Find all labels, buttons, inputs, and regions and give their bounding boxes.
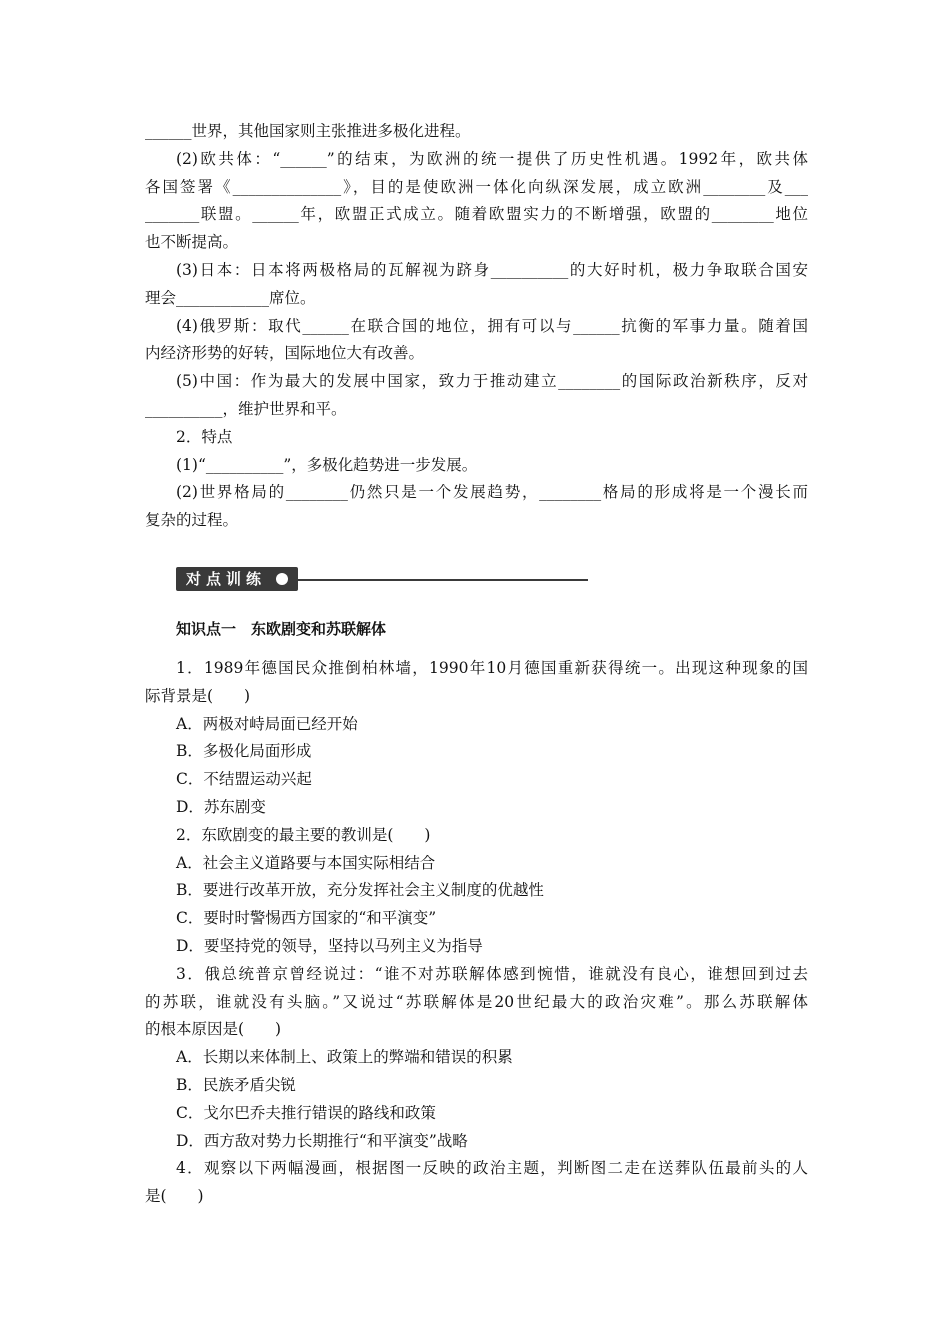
text-line: 2．特点 bbox=[176, 427, 233, 446]
text-line: 理会____________席位。 bbox=[145, 288, 316, 307]
text-line: (4)俄罗斯：取代______在联合国的地位，拥有可以与______抗衡的军事力量。随着国 bbox=[176, 316, 808, 335]
option-d: D．西方敌对势力长期推行“和平演变”战略 bbox=[176, 1131, 468, 1150]
option-a: A．两极对峙局面已经开始 bbox=[176, 714, 358, 733]
text-line: (1)“__________”，多极化趋势进一步发展。 bbox=[176, 455, 478, 474]
question-stem: 1．1989年德国民众推倒柏林墙，1990年10月德国重新获得统一。出现这种现象的国 bbox=[176, 658, 808, 677]
question-4 bbox=[145, 1155, 808, 1211]
question-stem: 的苏联，谁就没有头脑。”又说过“苏联解体是20世纪最大的政治灾难”。那么苏联解体 bbox=[145, 992, 808, 1011]
document-page bbox=[145, 118, 808, 1211]
header-divider bbox=[298, 579, 588, 581]
text-line: _______联盟。______年，欧盟正式成立。随着欧盟实力的不断增强，欧盟的________地位 bbox=[145, 205, 808, 224]
option-b: B．多极化局面形成 bbox=[176, 742, 312, 761]
text-line: 各国签署《______________》，目的是使欧洲一体化向纵深发展，成立欧洲________及___ bbox=[145, 177, 808, 196]
option-d: D．要坚持党的领导，坚持以马列主义为指导 bbox=[176, 936, 483, 955]
option-b: B．民族矛盾尖锐 bbox=[176, 1075, 296, 1094]
question-stem: 4．观察以下两幅漫画，根据图一反映的政治主题，判断图二走在送葬队伍最前头的人 bbox=[176, 1159, 808, 1178]
text-line: 也不断提高。 bbox=[145, 233, 239, 252]
question-2 bbox=[145, 822, 808, 961]
spacer bbox=[145, 643, 808, 655]
text-line: __________，维护世界和平。 bbox=[145, 399, 347, 418]
question-stem: 2．东欧剧变的最主要的教训是( ) bbox=[176, 825, 431, 844]
question-stem: 的根本原因是( ) bbox=[145, 1020, 282, 1039]
text-line: (5)中国：作为最大的发展中国家，致力于推动建立________的国际政治新秩序，反对 bbox=[176, 372, 808, 391]
text-line: (2)欧共体：“______”的结束，为欧洲的统一提供了历史性机遇。1992年，欧共体 bbox=[176, 149, 808, 168]
text-line: ______世界，其他国家则主张推进多极化进程。 bbox=[145, 122, 471, 140]
option-d: D．苏东剧变 bbox=[176, 797, 266, 816]
text-line: 内经济形势的好转，国际地位大有改善。 bbox=[145, 344, 425, 363]
option-a: A．社会主义道路要与本国实际相结合 bbox=[176, 853, 436, 872]
question-stem: 是( ) bbox=[145, 1187, 204, 1206]
question-1 bbox=[145, 655, 808, 822]
option-c: C．要时时警惕西方国家的“和平演变” bbox=[176, 909, 437, 928]
question-3 bbox=[145, 961, 808, 1156]
option-a: A．长期以来体制上、政策上的弊端和错误的积累 bbox=[176, 1048, 513, 1067]
bullet-dot-icon bbox=[276, 573, 288, 585]
question-stem: 3．俄总统普京曾经说过：“谁不对苏联解体感到惋惜，谁就没有良心，谁想回到过去 bbox=[176, 964, 808, 983]
knowledge-point-title: 知识点一 东欧剧变和苏联解体 bbox=[176, 619, 387, 638]
option-b: B．要进行改革开放，充分发挥社会主义制度的优越性 bbox=[176, 881, 544, 900]
spacer bbox=[145, 535, 808, 567]
question-stem: 际背景是( ) bbox=[145, 686, 251, 705]
text-line: (2)世界格局的________仍然只是一个发展趋势，________格局的形成将是一个漫长而 bbox=[176, 483, 808, 502]
option-c: C．不结盟运动兴起 bbox=[176, 770, 312, 789]
section-header bbox=[176, 567, 808, 593]
text-line: (3)日本：日本将两极格局的瓦解视为跻身__________的大好时机，极力争取联合国安 bbox=[176, 260, 808, 279]
option-c: C．戈尔巴乔夫推行错误的路线和政策 bbox=[176, 1103, 436, 1122]
section-badge-label: 对点训练 bbox=[186, 569, 267, 588]
text-line: 复杂的过程。 bbox=[145, 511, 239, 530]
